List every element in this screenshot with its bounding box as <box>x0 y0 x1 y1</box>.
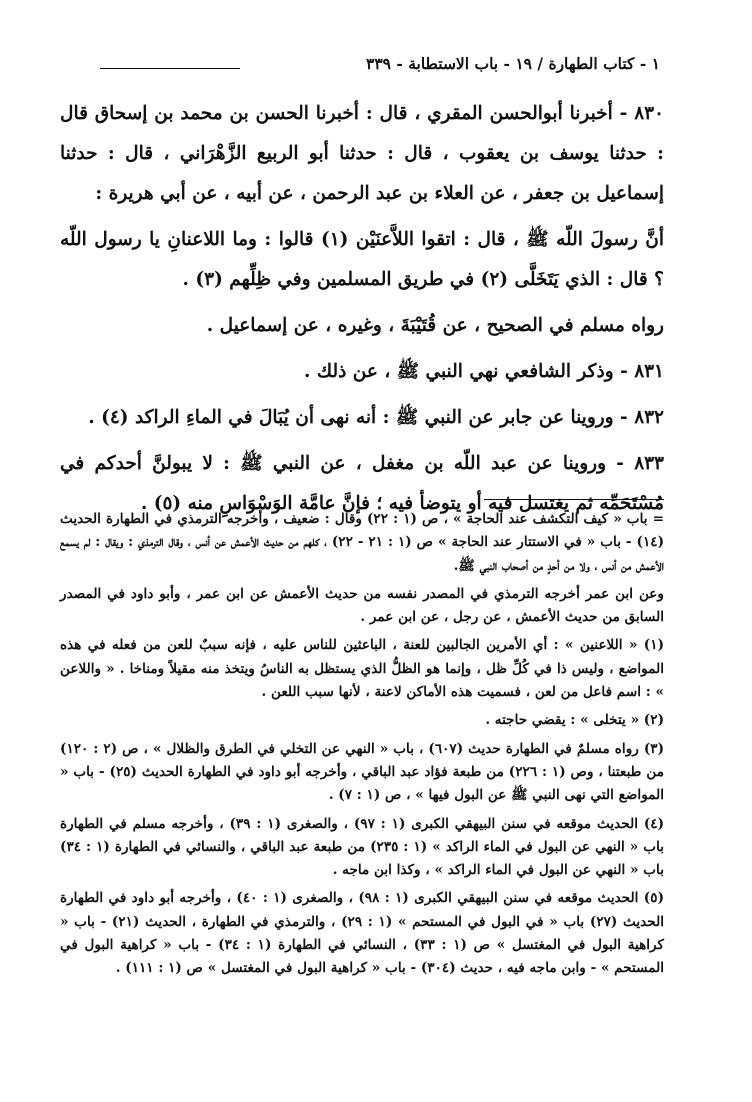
footnote-5: (٥) الحديث موقعه في سنن البيهقي الكبرى (١ : ٩٨) ، والصغرى (١ : ٤٠) ، وأخرجه أبو داود في الطهارة الحديث (٢٧) باب « في البول في المستحم » (١ : ٢٩) ، والترمذي في الطهارة ، الحديث (٢١) - باب « كراهية البول في المغتسل » ص (١ : ٣٣) ، النسائي في الطهارة (١ : ٣٤) - باب « كراهية البول في المستحم » - وابن ماجه فيه ، حديث (٣٠٤) - باب « كراهية البول في المغتسل » ص (١ : ١١١) . <box>60 890 665 977</box>
hadith-830-matn: أنَّ رسولَ اللّه ﷺ ، قال : اتقوا اللاَّعنَيْن (١) قالوا : وما اللاعنانِ يا رسول اللّه ؟ قال : الذي يَتَخَلَّى (٢) في طريق المسلمين وفي ظِلِّهم (٣) . <box>60 229 664 290</box>
main-text <box>60 94 664 524</box>
hadith-833: ٨٣٣ - وروينا عن عبد اللّه بن مغفل ، عن النبي ﷺ : لا يبولنَّ أحدكم في مُسْتَحَمِّه ثم يغتسل فيه أو يتوضأ فيه ؛ فإنَّ عامَّة الوَسْوَاسِ منه (٥) . <box>60 453 664 514</box>
footnote-1: (١) « اللاعنين » : أي الأمرين الجالبين للعنة ، الباعثين للناس عليه ، فإنه سببٌ للعن من فعله في هذه المواضع ، وليس ذا في كُلِّ ظل ، وإنما هو الظلُّ الذي يستظل به الناسُ ويتخذ منه مقيلاً ومناخا . « واللاعن » : اسم فاعل من لعن ، فسميت هذه الأماكن لاعنة ، لأنها سبب اللعن . <box>60 637 664 701</box>
footnote-separator <box>484 499 664 500</box>
footnote-continued: = باب « كيف التكشف عند الحاجة » ، ص (١ : ٢٢) وقال : ضعيف ، وأخرجه الترمذي في الطهارة الحديث (١٤) - باب « في الاستتار عند الحاجة » ص (١ : ٢١ - ٢٢) ، كلهم من حديث الأعمش عن أنس ، وقال الترمذي : ويقال : لم يسمع الأعمش من أنس ، ولا من أحدٍ من أصحاب النبي ﷺ. <box>60 511 664 574</box>
footnote-2: (٢) « يتخلى » : يقضي حاجته . <box>485 712 664 729</box>
running-title: ١ - كتاب الطهارة / ١٩ - باب الاستطابة - ٣٣٩ <box>366 54 660 73</box>
hadith-830-isnad: ٨٣٠ - أخبرنا أبوالحسن المقري ، قال : أخبرنا الحسن بن محمد بن إسحاق قال : حدثنا يوسف بن يعقوب ، قال : حدثنا أبو الربيع الزَّهْرَاني ، قال : حدثنا إسماعيل بن جعفر ، عن العلاء بن عبد الرحمن ، عن أبيه ، عن أبي هريرة : <box>60 103 664 204</box>
header-rule <box>100 68 240 69</box>
footnote-3: (٣) رواه مسلمٌ في الطهارة حديث (٦٠٧) ، باب « النهي عن التخلي في الطرق والظلال » ، ص (٢ : ١٢٠) من طبعتنا ، وص (١ : ٢٢٦) من طبعة فؤاد عبد الباقي ، وأخرجه أبو داود في الطهارة الحديث (٢٥) - باب « المواضع التي نهى النبي ﷺ عن البول فيها » ، ص (١ : ٧) . <box>60 740 665 804</box>
running-header <box>100 52 660 82</box>
footnote-4: (٤) الحديث موقعه في سنن البيهقي الكبرى (١ : ٩٧) ، والصغرى (١ : ٣٩) ، وأخرجه مسلم في الطهارة باب « النهي عن البول في الماء الراكد » (١ : ٢٣٥) من طبعة عبد الباقي ، والنسائي في الطهارة (١ : ٣٤) باب « النهي عن البول في الماء الراكد » ، وكذا ابن ماجه . <box>60 815 665 879</box>
footnotes <box>60 508 664 981</box>
footnote-continued-2: وعن ابن عمر أخرجه الترمذي في المصدر نفسه من حديث الأعمش عن ابن عمر ، وأبو داود في المصدر السابق من حديث الأعمش ، عن رجل ، عن ابن عمر . <box>60 585 664 626</box>
hadith-830-source: رواه مسلم في الصحيح ، عن قُتَيْبَةَ ، وغيره ، عن إسماعيل . <box>206 315 664 336</box>
hadith-832: ٨٣٢ - وروينا عن جابر عن النبي ﷺ : أنه نهى أن يُبَالَ في الماءِ الراكد (٤) . <box>88 407 664 428</box>
hadith-831: ٨٣١ - وذكر الشافعي نهي النبي ﷺ ، عن ذلك . <box>304 361 664 382</box>
